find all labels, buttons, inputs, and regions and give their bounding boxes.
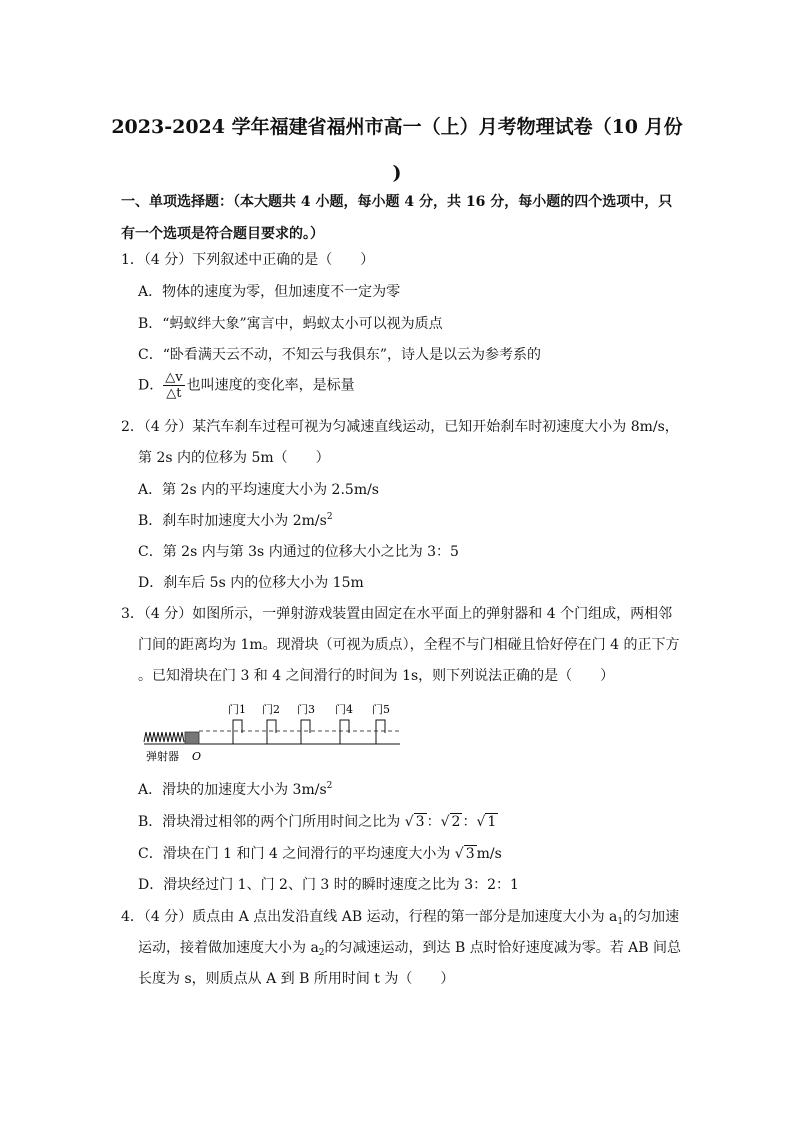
gate-5-label: 门5 [372,703,390,716]
q1-option-d-prefix: D． [138,377,164,394]
gate-2-label: 门2 [262,703,280,716]
q3-stem-line-1: 3．（4 分）如图所示，一弹射游戏装置由固定在水平面上的弹射器和 4 个门组成，两相邻 [121,606,673,622]
gate-5 [376,720,385,744]
q3-option-a-superscript: 2 [326,781,333,791]
q1-option-d [138,370,355,401]
title-line-1: 2023-2024 学年福建省福州市高一（上）月考物理试卷（10 月份 [111,116,683,138]
sqrt-1: √ 1 [476,814,497,830]
q2-option-b-text: B．刹车时加速度大小为 2m/s [138,513,327,529]
spring [144,732,184,742]
q3-option-c-unit: m/s [476,846,502,862]
q1-stem: 1．（4 分）下列叙述中正确的是（ ） [121,252,375,268]
launcher-label: 弹射器 [146,750,179,763]
q4-stem-line-1-b: 的匀加速 [623,909,680,925]
q3-option-c [138,843,502,863]
q3-option-a [138,779,332,799]
section-heading: 一、单项选择题：（本大题共 4 小题，每小题 4 分，共 16 分，每小题的四个选项中，只有一个选项是符合题目要求的。） [121,194,673,242]
q4-stem-line-2-b: 的匀减速运动，到达 B 点时恰好速度减为零。若 AB 间总 [324,940,682,956]
q4-stem-line-3: 长度为 s，则质点从 A 到 B 所用时间 t 为（ ） [138,971,455,987]
q2-option-b [138,510,333,530]
fraction-numerator: △v [165,370,183,385]
sqrt-2: √ 2 [440,814,461,830]
q2-stem-line-2: 第 2s 内的位移为 5m（ ） [138,450,330,466]
q1-option-c: C．“卧看满天云不动，不知云与我俱东”，诗人是以云为参考系的 [138,347,542,363]
q2-option-d: D．刹车后 5s 内的位移大小为 15m [138,575,364,591]
gate-3 [301,720,310,744]
origin-label: O [192,750,202,763]
q2-option-b-superscript: 2 [326,512,333,522]
delta-v-over-delta-t [163,370,184,401]
exam-title [40,104,754,196]
q4-subscript-1: 1 [617,917,624,927]
title-line-2: ) [392,162,402,184]
q4-stem-line-1-a: 4．（4 分）质点由 A 点出发沿直线 AB 运动，行程的第一部分是加速度大小为 a [121,909,618,925]
fraction-denominator: △t [166,386,182,401]
q1-option-b: B．“蚂蚁绊大象”寓言中，蚂蚁太小可以视为质点 [138,316,443,332]
sqrt-3: √ 3 [404,814,425,830]
q3-stem-line-2: 门间的距离均为 1m。现滑块（可视为质点），全程不与门相碰且恰好停在门 4 的正下方 [138,637,680,653]
q3-option-a-text: A．滑块的加速度大小为 3m/s [138,782,327,798]
gate-4-label: 门4 [335,703,353,716]
q3-option-b [138,811,498,831]
q3-option-d: D．滑块经过门 1、门 2、门 3 时的瞬时速度之比为 3：2：1 [138,877,519,893]
q4-subscript-2: 2 [318,948,325,958]
q4-stem-line-2 [138,937,681,958]
q4-stem-line-2-a: 运动，接着做加速度大小为 a [138,940,319,956]
q2-option-a: A．第 2s 内的平均速度大小为 2.5m/s [138,482,379,498]
q3-option-c-text: C．滑块在门 1 和门 4 之间滑行的平均速度大小为 [138,846,451,862]
q3-stem-line-3: 。已知滑块在门 3 和 4 之间滑行的时间为 1s，则下列说法正确的是（ ） [138,668,615,684]
gate-4 [340,720,349,744]
sqrt-3-c: √ 3 [454,846,475,862]
ratio-sep-2: ： [462,814,477,830]
slider-block [185,732,199,744]
gate-1 [233,720,242,744]
gate-3-label: 门3 [297,703,315,716]
ratio-sep-1: ： [426,814,441,830]
launcher-gates-figure [142,698,404,766]
q4-stem-line-1 [121,906,679,927]
gate-1-label: 门1 [228,703,246,716]
q2-option-c: C．第 2s 内与第 3s 内通过的位移大小之比为 3：5 [138,544,459,560]
q2-stem-line-1: 2．（4 分）某汽车刹车过程可视为匀减速直线运动，已知开始刹车时初速度大小为 8m/s， [121,419,679,435]
q1-option-d-text: 也叫速度的变化率，是标量 [186,377,355,394]
gate-2 [267,720,276,744]
q1-option-a: A．物体的速度为零，但加速度不一定为零 [138,284,401,300]
q3-option-b-text: B．滑块滑过相邻的两个门所用时间之比为 [138,814,401,830]
